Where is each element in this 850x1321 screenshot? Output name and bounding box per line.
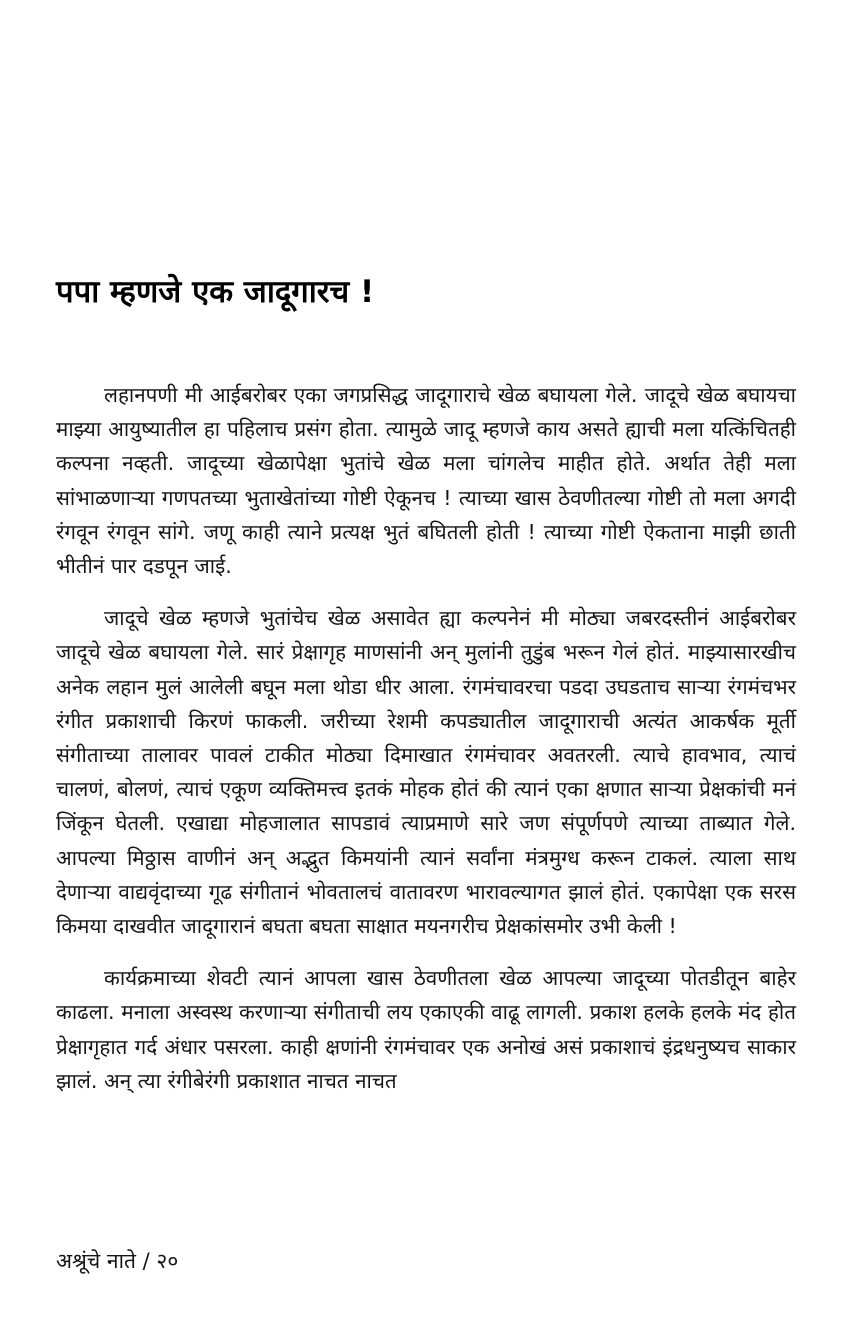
paragraph-3: कार्यक्रमाच्या शेवटी त्यानं आपला खास ठेवणीतला खेळ आपल्या जादूच्या पोतडीतून बाहेर काढला. मनाला अस्वस्थ करणाऱ्या संगीताची लय एकाएकी वाढू लागली. प्रकाश हलके हलके मंद होत प्रेक्षागृहात गर्द अंधार पसरला. काही क्षणांनी रंगमंचावर एक अनोखं असं प्रकाशाचं इंद्रधनुष्यच साकार झालं. अन् त्या रंगीबेरंगी प्रकाशात नाचत नाचत <box>56 966 796 1093</box>
chapter-body <box>56 378 796 1116</box>
page-footer: अश्रूंचे नाते / २० <box>56 1249 179 1273</box>
paragraph-1: लहानपणी मी आईबरोबर एका जगप्रसिद्ध जादूगाराचे खेळ बघायला गेले. जादूचे खेळ बघायचा माझ्या आयुष्यातील हा पहिलाच प्रसंग होता. त्यामुळे जादू म्हणजे काय असते ह्याची मला यत्किंचितही कल्पना नव्हती. जादूच्या खेळापेक्षा भुतांचे खेळ मला चांगलेच माहीत होते. अर्थात तेही मला सांभाळणाऱ्या गणपतच्या भुताखेतांच्या गोष्टी ऐकूनच ! त्याच्या खास ठेवणीतल्या गोष्टी तो मला अगदी रंगवून रंगवून सांगे. जणू काही त्याने प्रत्यक्ष भुतं बघितली होती ! त्याच्या गोष्टी ऐकताना माझी छाती भीतीनं पार दडपून जाई. <box>56 383 796 579</box>
chapter-title: पपा म्हणजे एक जादूगारच ! <box>56 274 375 310</box>
paragraph-2: जादूचे खेळ म्हणजे भुतांचेच खेळ असावेत ह्या कल्पनेनं मी मोठ्या जबरदस्तीनं आईबरोबर जादूचे खेळ बघायला गेले. सारं प्रेक्षागृह माणसांनी अन् मुलांनी तुडुंब भरून गेलं होतं. माझ्यासारखीच अनेक लहान मुलं आलेली बघून मला थोडा धीर आला. रंगमंचावरचा पडदा उघडताच साऱ्या रंगमंचभर रंगीत प्रकाशाची किरणं फाकली. जरीच्या रेशमी कपड्यातील जादूगाराची अत्यंत आकर्षक मूर्ती संगीताच्या तालावर पावलं टाकीत मोठ्या दिमाखात रंगमंचावर अवतरली. त्याचे हावभाव, त्याचं चालणं, बोलणं, त्याचं एकूण व्यक्तिमत्त्व इतकं मोहक होतं की त्यानं एका क्षणात साऱ्या प्रेक्षकांची मनं जिंकून घेतली. एखाद्या मोहजालात सापडावं त्याप्रमाणे सारे जण संपूर्णपणे त्याच्या ताब्यात गेले. आपल्या मिठ्ठास वाणीनं अन् अद्भुत किमयांनी त्यानं सर्वांना मंत्रमुग्ध करून टाकलं. त्याला साथ देणाऱ्या वाद्यवृंदाच्या गूढ संगीतानं भोवतालचं वातावरण भारावल्यागत झालं होतं. एकापेक्षा एक सरस किमया दाखवीत जादूगारानं बघता बघता साक्षात मयनगरीच प्रेक्षकांसमोर उभी केली ! <box>56 606 796 939</box>
